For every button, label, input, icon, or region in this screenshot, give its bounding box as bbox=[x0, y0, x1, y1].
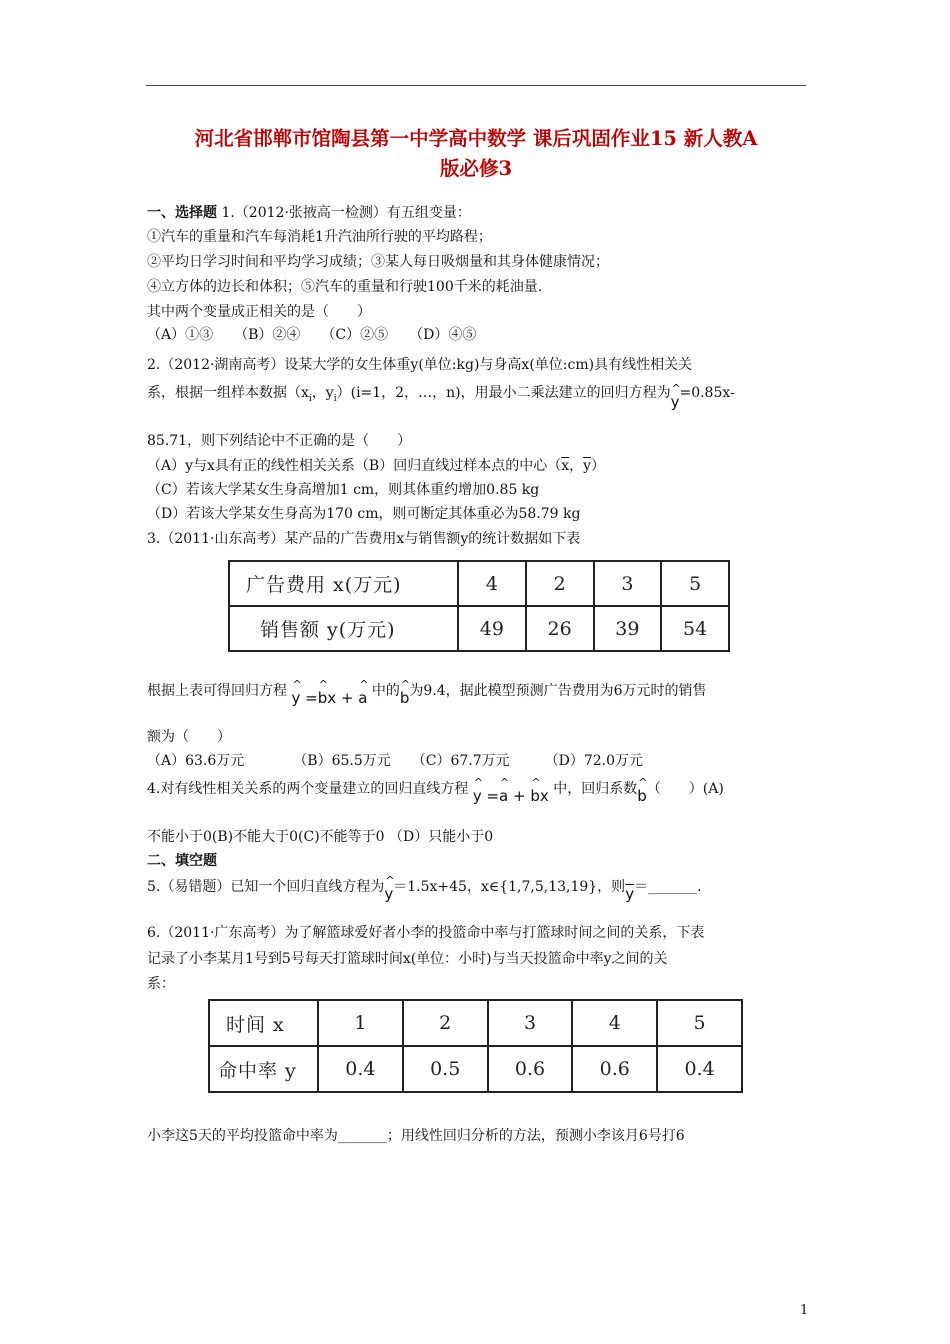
section2-heading: 二、填空题 bbox=[147, 853, 217, 869]
q3-table-row bbox=[229, 561, 729, 606]
q3-equation bbox=[291, 689, 367, 707]
q6-table-cell: 4 bbox=[572, 1000, 657, 1046]
q1-item-b: ②平均日学习时间和平均学习成绩；③某人每日吸烟量和其身体健康情况； bbox=[147, 254, 609, 270]
q3-table-cell: 49 bbox=[458, 606, 526, 651]
q2-sep: ， bbox=[569, 458, 584, 474]
q4-eq-bhat: ^ b bbox=[530, 787, 540, 805]
q6-table-cell: 0.5 bbox=[403, 1046, 488, 1092]
q6-table-row bbox=[209, 1046, 742, 1092]
q6-table-cell: 3 bbox=[488, 1000, 573, 1046]
q3-bhat: ^ b bbox=[400, 689, 410, 707]
q3-table-cell: 5 bbox=[661, 561, 729, 606]
q3-eq-ahat: ^ a bbox=[358, 689, 367, 707]
q3-eq-bhat: ^ b bbox=[318, 689, 328, 707]
q2-sub-i-1: i bbox=[308, 393, 312, 404]
q4-post: （ ）(A) bbox=[646, 781, 724, 797]
q6-table-cell: 0.4 bbox=[318, 1046, 403, 1092]
title-line-2: 版必修3 bbox=[439, 157, 513, 180]
q5-ybar: $\overline{y}$ bbox=[625, 885, 635, 903]
q6-table-cell: 1 bbox=[318, 1000, 403, 1046]
q2-line2-pre: 系，根据一组样本数据（x bbox=[147, 385, 309, 401]
q3-table-header-y: 销售额 y(万元) bbox=[229, 606, 458, 651]
q6-table-row bbox=[209, 1000, 742, 1046]
q2-ybar: $\overline{y}$ bbox=[583, 458, 592, 474]
q2-line2-mid2: ）(i=1，2，…，n)，用最小二乘法建立的回归方程为 bbox=[336, 385, 671, 401]
q3-after-post: 为9.4，据此模型预测广告费用为6万元时的销售 bbox=[409, 683, 707, 699]
q2-line1: 2.（2012·湖南高考）设某大学的女生体重y(单位:kg)与身高x(单位:cm)具有线性相关关 bbox=[147, 357, 693, 373]
q3-options: （A）63.6万元 （B）65.5万元 （C）67.7万元 （D）72.0万元 bbox=[147, 753, 644, 769]
q1-stem: 1.（2012·张掖高一检测）有五组变量： bbox=[221, 205, 471, 221]
q4-mid: 中，回归系数 bbox=[553, 781, 638, 797]
q6-line3: 系： bbox=[147, 976, 175, 992]
q3-after-pre: 根据上表可得回归方程 bbox=[147, 683, 287, 699]
q4-eq-x: x bbox=[539, 787, 549, 805]
title-line-1: 河北省邯郸市馆陶县第一中学高中数学 课后巩固作业15 新人教A bbox=[194, 127, 758, 150]
q3-after bbox=[147, 680, 707, 707]
q5-line bbox=[147, 876, 702, 903]
q4-eq-plus: + bbox=[508, 787, 531, 805]
q6-table-header-y: 命中率 y bbox=[209, 1046, 318, 1092]
q6-line1: 6.（2011·广东高考）为了解篮球爱好者小李的投篮命中率与打篮球时间之间的关系，下表 bbox=[147, 925, 705, 941]
section1-heading: 一、选择题 bbox=[147, 205, 217, 221]
q4-line1 bbox=[147, 778, 724, 805]
q4-eq-yhat: ^ y bbox=[473, 787, 482, 805]
q3-table-cell: 4 bbox=[458, 561, 526, 606]
q6-table-cell: 2 bbox=[403, 1000, 488, 1046]
q4-equation bbox=[473, 787, 549, 805]
q2-line2 bbox=[147, 382, 735, 411]
q4-eq-equals: = bbox=[481, 787, 500, 805]
q6-table-cell: 0.4 bbox=[657, 1046, 742, 1092]
q3-table-row bbox=[229, 606, 729, 651]
q3-table-cell: 2 bbox=[526, 561, 594, 606]
q2-line2-post: =0.85x- bbox=[679, 385, 735, 401]
q4-eq-ahat: ^ a bbox=[499, 787, 508, 805]
q3-line2: 额为（ ） bbox=[147, 729, 231, 745]
q3-table-header-x: 广告费用 x(万元) bbox=[229, 561, 458, 606]
header-rule bbox=[146, 85, 806, 86]
q6-table bbox=[208, 999, 743, 1093]
page-number: 1 bbox=[800, 1303, 809, 1318]
q4-coef-bhat: ^ b bbox=[637, 787, 647, 805]
document-title bbox=[140, 124, 812, 184]
q4-pre: 4.对有线性相关关系的两个变量建立的回归直线方程 bbox=[147, 781, 469, 797]
q3-eq-x: x + bbox=[327, 689, 359, 707]
q1-options: （A）①③ （B）②④ （C）②⑤ （D）④⑤ bbox=[147, 327, 477, 343]
q3-stem: 3.（2011·山东高考）某产品的广告费用x与销售额y的统计数据如下表 bbox=[147, 531, 581, 547]
q3-table-cell: 3 bbox=[594, 561, 662, 606]
q2-sub-i-2: i bbox=[333, 393, 337, 404]
q2-opt-a-text: （A）y与x具有正的线性相关关系（B）回归直线过样本点的中心（ bbox=[147, 458, 562, 474]
q3-table bbox=[228, 560, 730, 652]
q3-table-cell: 39 bbox=[594, 606, 662, 651]
q2-option-a bbox=[147, 455, 605, 475]
q2-yhat: ^ y bbox=[671, 393, 680, 411]
q2-line2-mid1: ，y bbox=[311, 385, 334, 401]
q6-line2: 记录了小李某月1号到5号每天打篮球时间x(单位：小时)与当天投篮命中率y之间的关 bbox=[147, 951, 668, 967]
q1-stem-line bbox=[147, 202, 471, 222]
q1-item-a: ①汽车的重量和汽车每消耗1升汽油所行驶的平均路程； bbox=[147, 229, 492, 245]
q6-table-cell: 5 bbox=[657, 1000, 742, 1046]
q2-option-c: （C）若该大学某女生身高增加1 cm，则其体重约增加0.85 kg bbox=[147, 482, 540, 498]
q2-xbar: $\overline{x}$ bbox=[561, 458, 570, 474]
q5-mid: ＝1.5x+45，x∈{1,7,5,13,19}，则 bbox=[393, 879, 626, 895]
q6-after: 小李这5天的平均投篮命中率为_______；用线性回归分析的方法，预测小李该月6号打6 bbox=[147, 1128, 685, 1144]
q3-table-cell: 54 bbox=[661, 606, 729, 651]
q3-eq-yhat: ^ y bbox=[291, 689, 300, 707]
q5-post: ＝_______. bbox=[634, 879, 702, 895]
q5-yhat: ^ y bbox=[384, 885, 393, 903]
q3-after-mid: 中的 bbox=[371, 683, 400, 699]
q2-opt-a-end: ） bbox=[591, 458, 606, 474]
q1-item-c: ④立方体的边长和体积；⑤汽车的重量和行驶100千米的耗油量. bbox=[147, 279, 543, 295]
q3-table-cell: 26 bbox=[526, 606, 594, 651]
q6-table-header-x: 时间 x bbox=[209, 1000, 318, 1046]
q5-pre: 5.（易错题）已知一个回归直线方程为 bbox=[147, 879, 385, 895]
q6-table-cell: 0.6 bbox=[572, 1046, 657, 1092]
q6-table-cell: 0.6 bbox=[488, 1046, 573, 1092]
q2-option-d: （D）若该大学某女生身高为170 cm，则可断定其体重必为58.79 kg bbox=[147, 506, 581, 522]
q1-question: 其中两个变量成正相关的是（ ） bbox=[147, 304, 371, 320]
q2-line3: 85.71，则下列结论中不正确的是（ ） bbox=[147, 433, 412, 449]
q3-eq-equals: = bbox=[300, 689, 318, 707]
q4-line2: 不能小于0(B)不能大于0(C)不能等于0 （D）只能小于0 bbox=[147, 829, 494, 845]
